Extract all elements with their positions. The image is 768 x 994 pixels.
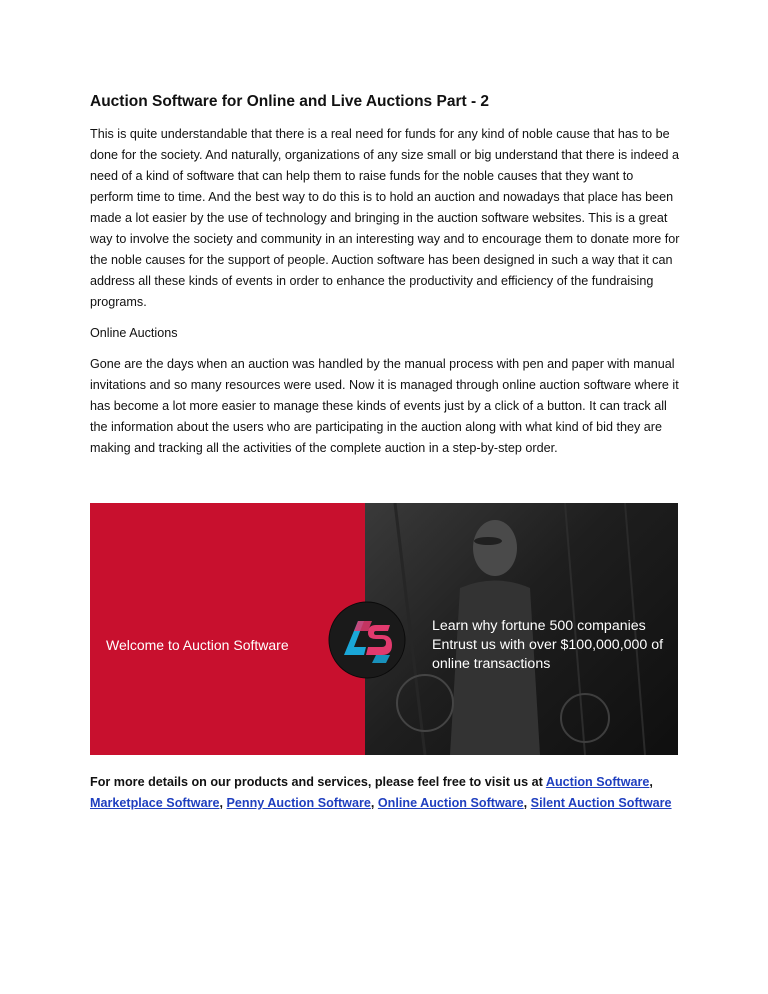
link-penny-auction-software[interactable]: Penny Auction Software bbox=[226, 796, 371, 810]
banner-learn-line-3: online transactions bbox=[432, 656, 551, 672]
link-auction-software[interactable]: Auction Software bbox=[545, 775, 650, 789]
footer-links-paragraph bbox=[90, 772, 690, 814]
as-logo-icon bbox=[328, 601, 406, 679]
link-marketplace-software[interactable]: Marketplace Software bbox=[90, 796, 220, 810]
paragraph-intro: This is quite understandable that there is a real need for funds for any kind of noble cause that has to be done for the society. And naturally, organizations of any size small or big understand that there is indeed a need of a kind of software that can help them to raise funds for the noble causes that they want to perform time to time. And the best way to do this is to hold an auction and nowadays that place has been made a lot easier by the use of technology and bringing in the auction software websites. This is a great way to involve the society and community in an interesting way and to encourage them to donate more for the noble causes for the support of people. Auction software has been designed in such a way that it can address all these kinds of events in order to enhance the productivity and efficiency of the fundraising programs. bbox=[90, 127, 680, 309]
link-separator: , bbox=[523, 796, 531, 810]
link-separator: , bbox=[219, 796, 227, 810]
footer-intro-text: For more details on our products and services, please feel free to visit us at bbox=[90, 775, 546, 789]
section-heading-online-auctions: Online Auctions bbox=[90, 326, 178, 340]
promo-banner bbox=[90, 503, 678, 755]
banner-red-panel bbox=[90, 503, 365, 755]
paragraph-online-auctions: Gone are the days when an auction was handled by the manual process with pen and paper with manual invitations and so many resources were used. Now it is managed through online auction software where it has become a lot more easier to manage these kinds of events just by a click of a button. It can track all the information about the users who are participating in the auction along with what kind of bid they are making and tracking all the activities of the complete auction in a step-by-step order. bbox=[90, 357, 679, 455]
banner-learn-line-2: Entrust us with over $100,000,000 of bbox=[432, 637, 664, 653]
banner-learn-line-1: Learn why fortune 500 companies bbox=[432, 618, 646, 634]
link-online-auction-software[interactable]: Online Auction Software bbox=[377, 796, 524, 810]
banner-learn-text bbox=[432, 617, 663, 674]
banner-welcome-text: Welcome to Auction Software bbox=[106, 637, 289, 653]
link-silent-auction-software[interactable]: Silent Auction Software bbox=[530, 796, 672, 810]
link-separator: , bbox=[370, 796, 378, 810]
document-title: Auction Software for Online and Live Auctions Part - 2 bbox=[90, 93, 490, 110]
document-body bbox=[90, 92, 680, 459]
link-separator: , bbox=[649, 775, 653, 789]
